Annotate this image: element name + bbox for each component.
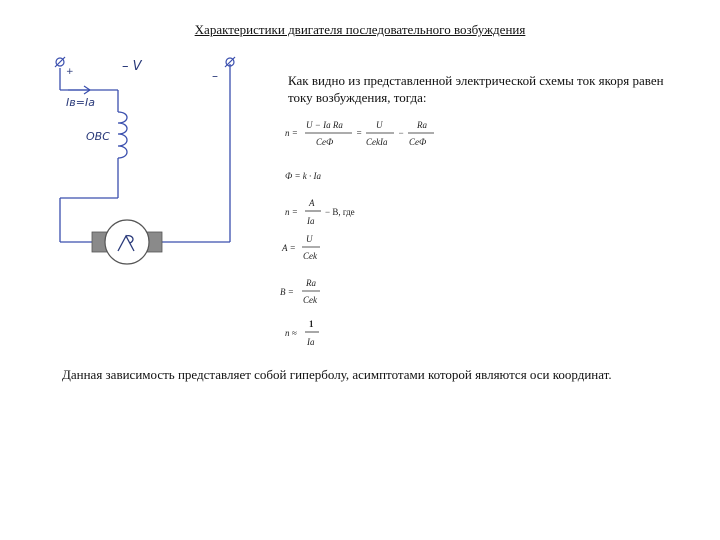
f4-den: Cеk — [303, 251, 317, 261]
motor-armature — [105, 220, 149, 264]
f1-num3: Rа — [417, 120, 427, 130]
f4-num: U — [306, 234, 313, 244]
f1-num2: U — [376, 120, 383, 130]
plus-label: + — [66, 67, 74, 77]
f5-num: Rа — [306, 278, 316, 288]
conclusion-paragraph: Данная зависимость представляет собой гиперболу, асимптотами которой являются оси координат. — [62, 367, 612, 382]
minus-label: – — [212, 69, 218, 83]
formula-hyperbola — [285, 319, 319, 347]
series-winding-coil — [118, 112, 127, 158]
plus-terminal — [55, 57, 65, 67]
f1-lhs: n = — [285, 128, 298, 138]
f3-lhs: n = — [285, 207, 298, 217]
formula-a — [281, 234, 320, 261]
winding-label: ОВС — [86, 130, 110, 143]
f1-minus: − — [398, 128, 405, 138]
formula-flux: Ф = k · Iа — [285, 171, 322, 181]
voltage-label: – V — [122, 59, 142, 74]
f5-den: Cеk — [303, 295, 317, 305]
f1-den2: CеkIа — [366, 137, 388, 147]
current-arrow — [68, 86, 90, 94]
f6-den: Iа — [307, 337, 315, 347]
formulas — [276, 114, 476, 359]
f1-den1: CеФ — [316, 137, 334, 147]
f3-den: Iа — [307, 216, 315, 226]
f6-lhs: n ≈ — [285, 328, 297, 338]
intro-paragraph: Как видно из представленной электрической схемы ток якоря равен току возбуждения, тогда: — [288, 73, 664, 105]
minus-terminal — [225, 57, 235, 67]
f1-eq: = — [356, 128, 363, 138]
page-title: Характеристики двигателя последовательного возбуждения — [194, 22, 526, 37]
formula-b — [280, 278, 320, 305]
current-label: Iв=Iа — [66, 96, 95, 109]
f6-num: 1 — [309, 319, 314, 329]
circuit-wires — [60, 64, 230, 242]
f5-lhs: B = — [280, 287, 294, 297]
f3-tail: − B, где — [325, 207, 355, 217]
formula-speed-general — [285, 120, 434, 147]
circuit-diagram — [38, 50, 268, 280]
formula-speed-simplified — [285, 198, 355, 226]
f1-num1: U − Iа Rа — [306, 120, 343, 130]
f3-num: A — [309, 198, 315, 208]
f1-den3: CеФ — [409, 137, 427, 147]
f4-lhs: A = — [282, 243, 296, 253]
